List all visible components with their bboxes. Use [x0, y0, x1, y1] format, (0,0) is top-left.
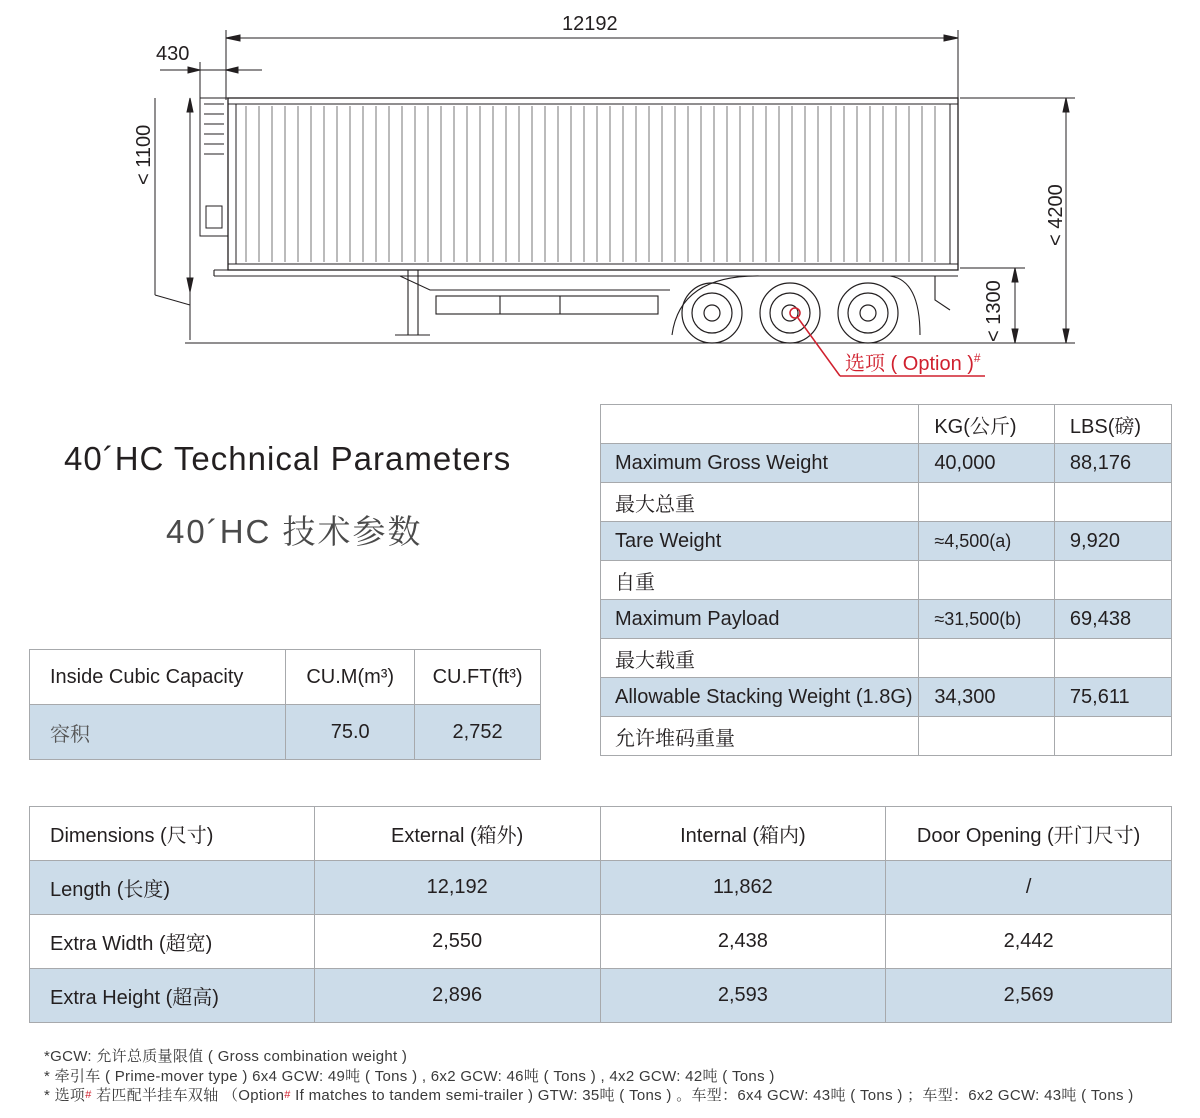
option-label: [845, 351, 981, 375]
dims-row-door: 2,569: [886, 969, 1172, 1023]
dim-fridge-height: < 1100: [133, 124, 155, 185]
dims-header-external: External (箱外): [314, 807, 600, 861]
dims-header-internal: Internal (箱内): [600, 807, 886, 861]
dims-row-internal: 2,438: [600, 915, 886, 969]
capacity-row-label: 容积: [30, 705, 286, 760]
footnote-gcw: *GCW: 允许总质量限值 ( Gross combination weight ): [44, 1048, 408, 1065]
weight-row-lbs: [1054, 717, 1171, 756]
dim-overall-length: 12192: [562, 13, 618, 35]
footnote-prime-mover: * 牵引车 ( Prime-mover type ) 6x4 GCW: 49吨 ( Tons ) , 6x2 GCW: 46吨 ( Tons ) , 4x2 GCW: 42吨 ( Tons ): [44, 1067, 775, 1085]
dims-row-internal: 2,593: [600, 969, 886, 1023]
weight-header-lbs: LBS(磅): [1054, 405, 1171, 444]
dims-row-external: 12,192: [314, 861, 600, 915]
weight-row-kg: [919, 483, 1055, 522]
option-label-text: 选项 ( Option ): [845, 353, 974, 375]
weight-row-kg: ≈31,500(b): [919, 600, 1055, 639]
footnote-option-mark-2: #: [284, 1089, 291, 1101]
wheel-3: [838, 283, 898, 343]
page-title-en: 40´HC Technical Parameters: [64, 440, 512, 477]
dims-row-external: 2,896: [314, 969, 600, 1023]
footnote-option-b: 若匹配半挂车双轴 （Option: [91, 1087, 285, 1104]
table-row: [30, 861, 1172, 915]
table-row: [30, 915, 1172, 969]
weight-row-label: Maximum Payload: [601, 600, 919, 639]
weight-row-lbs: [1054, 639, 1171, 678]
weight-row-kg: [919, 717, 1055, 756]
weight-row-label: Tare Weight: [601, 522, 919, 561]
weight-row-kg: [919, 561, 1055, 600]
dims-row-label: Length (长度): [30, 861, 315, 915]
wheel-1: [682, 283, 742, 343]
footnote-option: [44, 1086, 1134, 1106]
table-row: [30, 969, 1172, 1023]
weight-row-label: 最大载重: [601, 639, 919, 678]
footnote-option-c: If matches to tandem semi-trailer ) GTW: 35吨 ( Tons ) 。车型：6x4 GCW: 43吨 ( Tons ) ；车型：6x2 GCW: 43吨 ( Tons ): [290, 1087, 1134, 1104]
weight-row-kg: ≈4,500(a): [919, 522, 1055, 561]
table-row: [601, 600, 1172, 639]
dims-row-door: 2,442: [886, 915, 1172, 969]
table-row: [601, 678, 1172, 717]
weight-header-label: [601, 405, 919, 444]
capacity-table: [29, 649, 541, 760]
weight-row-lbs: [1054, 561, 1171, 600]
dim-front-overhang: 430: [156, 43, 190, 65]
dims-row-label: Extra Height (超高): [30, 969, 315, 1023]
weight-row-lbs: 9,920: [1054, 522, 1171, 561]
weight-row-lbs: 69,438: [1054, 600, 1171, 639]
weight-row-kg: [919, 639, 1055, 678]
weight-table: [600, 404, 1172, 756]
capacity-header-row: [30, 650, 541, 705]
option-mark: #: [973, 351, 981, 365]
weight-row-label: Allowable Stacking Weight (1.8G): [601, 678, 919, 717]
dims-row-door: /: [886, 861, 1172, 915]
dim-total-height: < 4200: [1045, 184, 1067, 246]
dims-row-internal: 11,862: [600, 861, 886, 915]
table-row: [601, 522, 1172, 561]
capacity-header-label: Inside Cubic Capacity: [30, 650, 286, 705]
weight-row-lbs: [1054, 483, 1171, 522]
weight-row-label: 自重: [601, 561, 919, 600]
footnote-option-mark: #: [85, 1089, 92, 1101]
trailer-side-view-drawing: [0, 0, 1200, 400]
table-row: [601, 561, 1172, 600]
weight-row-label: 最大总重: [601, 483, 919, 522]
dims-header-door: Door Opening (开门尺寸): [886, 807, 1172, 861]
table-row: [601, 639, 1172, 678]
dims-header-label: Dimensions (尺寸): [30, 807, 315, 861]
weight-header-kg: KG(公斤): [919, 405, 1055, 444]
weight-row-kg: 34,300: [919, 678, 1055, 717]
weight-row-kg: 40,000: [919, 444, 1055, 483]
dimensions-table: [29, 806, 1172, 1023]
capacity-row-cuft: 2,752: [415, 705, 541, 760]
table-row: [30, 705, 541, 760]
table-row: [601, 717, 1172, 756]
dimensions-header-row: [30, 807, 1172, 861]
capacity-row-cum: 75.0: [286, 705, 415, 760]
table-row: [601, 483, 1172, 522]
capacity-header-cuft: CU.FT(ft³): [415, 650, 541, 705]
page-title-cn: 40´HC 技术参数: [166, 513, 423, 550]
dims-row-label: Extra Width (超宽): [30, 915, 315, 969]
footnotes: [44, 1047, 1134, 1106]
weight-row-label: 允许堆码重量: [601, 717, 919, 756]
weight-table-header: [601, 405, 1172, 444]
weight-row-label: Maximum Gross Weight: [601, 444, 919, 483]
weight-row-lbs: 75,611: [1054, 678, 1171, 717]
capacity-header-cum: CU.M(m³): [286, 650, 415, 705]
dims-row-external: 2,550: [314, 915, 600, 969]
footnote-option-a: * 选项: [44, 1087, 86, 1104]
table-row: [601, 444, 1172, 483]
weight-row-lbs: 88,176: [1054, 444, 1171, 483]
dim-coupling-height: < 1300: [983, 280, 1005, 342]
